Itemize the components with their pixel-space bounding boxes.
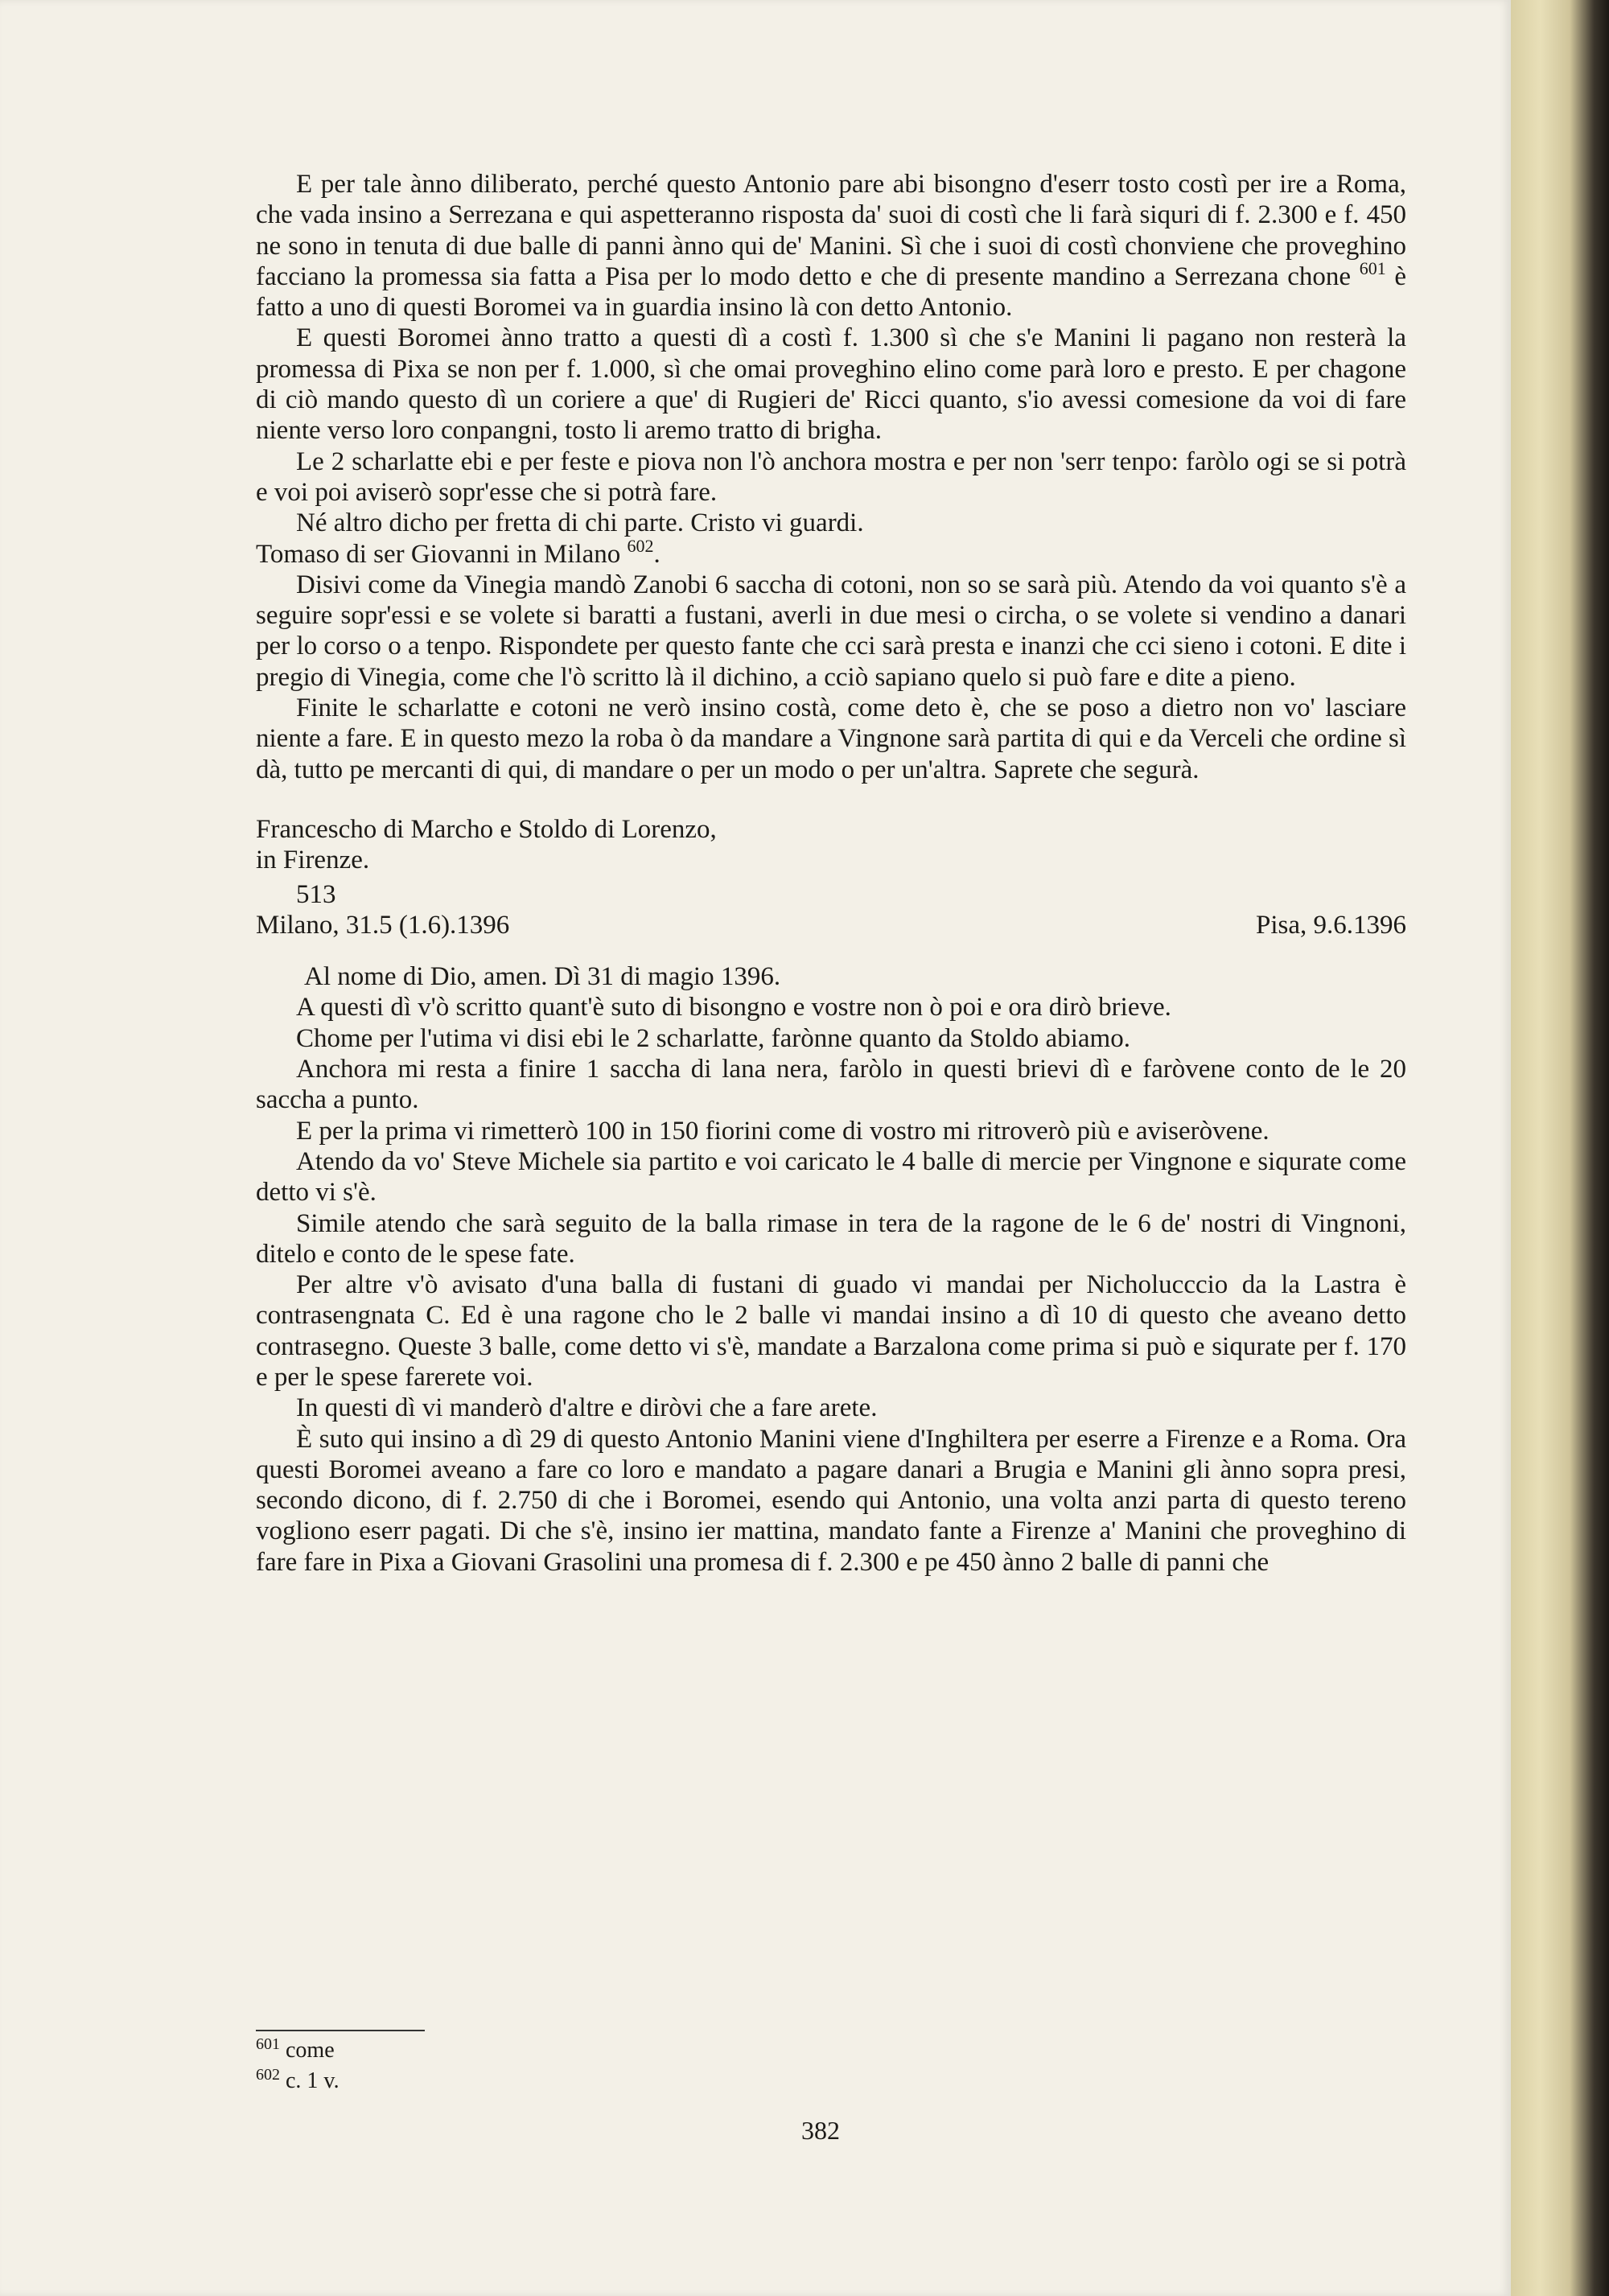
letter1-signature: Tomaso di ser Giovanni in Milano $^{602}$. [256, 535, 660, 569]
footnotes [256, 2035, 339, 2096]
postscript-paragraph-2: Finite le scharlatte e cotoni ne verò insino costà, come deto è, che se poso a dietro non vo' lasciare niente a fare. E in questo mezo la roba ò da mandare a Vingnone sarà partita di qui e da Verceli che ordine sì dà, tutto pe mercanti di qui, di mandare o per un modo o per un'altra. Saprete che segurà. [256, 693, 1406, 784]
footnote-rule [256, 2030, 425, 2031]
book-page-edges [1511, 0, 1609, 2296]
footnote-602: $^{602}$ c. 1 v. [256, 2066, 339, 2093]
address-line-2: in Firenze. [256, 846, 370, 875]
letter-number: 513 [296, 879, 336, 909]
letter1-paragraph-4: Né altro dicho per fretta di chi parte. Cristo vi guardi. [296, 508, 864, 538]
letter2-paragraph-4: E per la prima vi rimetterò 100 in 150 fiorini come di vostro mi ritroverò più e aviseròvene. [296, 1116, 1270, 1146]
letter2-paragraph-9: È suto qui insino a dì 29 di questo Antonio Manini viene d'Inghiltera per eserre a Firenze e a Roma. Ora questi Boromei aveano a fare co loro e mandato a pagare danari a Brugia e Manini gli ànno sopra presi, secondo dicono, di f. 2.750 di che i Boromei, esendo qui Antonio, una volta anzi parta di questo tereno vogliono eserr pagati. Di che s'è, insino ier mattina, mandato fante a Firenze a' Manini che proveghino di fare fare in Pixa a Giovani Grasolini una promesa di f. 2.300 e pe 450 ànno 2 balle di panni che [256, 1424, 1406, 1577]
postscript-paragraph-1: Disivi come da Vinegia mandò Zanobi 6 saccha di cotoni, non so se sarà più. Atendo da voi quanto s'è a seguire sopr'essi e se volete si baratti a fustani, averli in due mesi o circha, o se volete si vendino a danari per lo corso o a tenpo. Rispondete per questo fante che cci sarà presta e inanzi che cci sieno i cotoni. E dite i pregio di Vinegia, come che l'ò scritto là il dichino, a cciò sapiano quelo si può fare e dite a pieno. [256, 570, 1406, 692]
footnote-ref-601: 601 [1359, 257, 1386, 278]
page-text [256, 169, 1406, 1578]
letter2-paragraph-6: Simile atendo che sarà seguito de la balla rimase in tera de la ragone de le 6 de' nostri di Vingnoni, ditelo e conto de le spese fate. [256, 1208, 1406, 1269]
address-line-1: Francescho di Marcho e Stoldo di Lorenzo, [256, 814, 717, 844]
page-number: 382 [801, 2116, 840, 2145]
letter-origin: Milano, 31.5 (1.6).1396 [256, 910, 510, 940]
letter-header [256, 910, 1406, 940]
letter-destination: Pisa, 9.6.1396 [1255, 910, 1406, 940]
letter2-paragraph-1: A questi dì v'ò scritto quant'è suto di bisongno e vostre non ò poi e ora dirò brieve. [296, 993, 1171, 1023]
footnote-601: $^{601}$ come [256, 2035, 335, 2063]
letter2-paragraph-7: Per altre v'ò avisato d'una balla di fustani di guado vi mandai per Nicholucccio da la Lastra è contrasengnata C. Ed è una ragone cho le 2 balle vi mandai insino a dì 10 di questo che aveano detto contrasegno. Queste 3 balle, come detto vi s'è, mandate a Barzalona come prima si può e siqurate per f. 170 e per le spese farerete voi. [256, 1270, 1406, 1392]
letter2-paragraph-3: Anchora mi resta a finire 1 saccha di lana nera, faròlo in questi brievi dì e faròvene conto de le 20 saccha a punto. [256, 1055, 1406, 1115]
letter2-paragraph-5: Atendo da vo' Steve Michele sia partito e voi caricato le 4 balle di mercie per Vingnone e siqurate come detto vi s'è. [256, 1146, 1406, 1208]
footnote-ref-602: 602 [627, 535, 654, 556]
letter2-paragraph-2: Chome per l'utima vi disi ebi le 2 scharlatte, farònne quanto da Stoldo abiamo. [296, 1023, 1130, 1053]
letter1-paragraph-2: E questi Boromei ànno tratto a questi dì a costì f. 1.300 sì che s'e Manini li pagano non resterà la promessa di Pixa se non per f. 1.000, sì che omai proveghino elino come parà loro e presto. E per chagone di ciò mando questo dì un coriere a que' di Rugieri de' Ricci quanto, s'io avessi comesione da voi di fare niente verso loro conpangni, tosto li aremo tratto di brigha. [256, 323, 1406, 446]
letter2-paragraph-8: In questi dì vi manderò d'altre e diròvi che a fare arete. [296, 1393, 878, 1423]
letter2-salutation: Al nome di Dio, amen. Dì 31 di magio 1396. [304, 962, 781, 992]
letter1-paragraph-3: Le 2 scharlatte ebi e per feste e piova non l'ò anchora mostra e per non 'serr tenpo: faròlo ogi se si potrà e voi poi aviserò sopr'esse che si potrà fare. [256, 446, 1406, 507]
letter1-paragraph-1: E per tale ànno diliberato, perché questo Antonio pare abi bisongno d'eserr tosto costì per ire a Roma, che vada insino a Serrezana e qui aspetteranno risposta da' suoi di costì che li farà siquri di f. 2.300 e f. 450 ne sono in tenuta di due balle di panni ànno qui de' Manini. Sì che i suoi di costì chonviene che proveghino facciano la promessa sia fatta a Pisa per lo modo detto e che di presente mandino a Serrezana chone $^{601}$ è fatto a uno di questi Boromei va in guardia insino là con detto Antonio. [256, 170, 1407, 323]
